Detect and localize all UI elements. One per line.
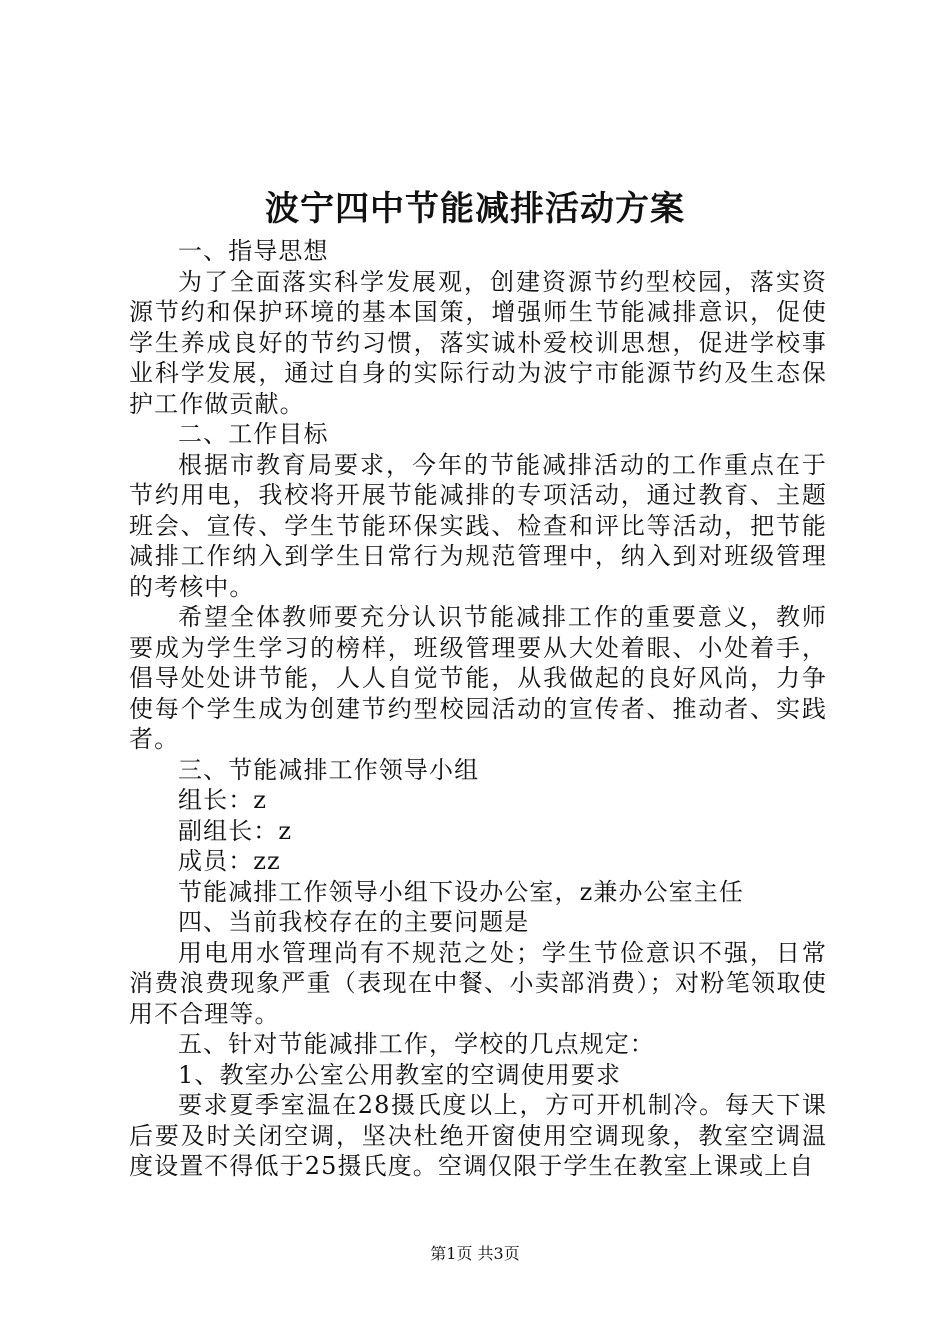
section-heading-work-goals: 二、工作目标 bbox=[178, 420, 329, 448]
group-leader-line: 组长：z bbox=[178, 786, 268, 814]
paragraph: 根据市教育局要求，今年的节能减排活动的工作重点在于节约用电，我校将开展节能减排的专项活动，通过教育、主题班会、宣传、学生节能环保实践、检查和评比等活动，把节能减排工作纳入到学生日常行为规范管理中，纳入到对班级管理的考核中。 bbox=[129, 450, 827, 601]
section-heading-leadership-group: 三、节能减排工作领导小组 bbox=[178, 755, 480, 784]
document-body bbox=[129, 236, 827, 1182]
paragraph: 用电用水管理尚有不规范之处；学生节俭意识不强，日常消费浪费现象严重（表现在中餐、小卖部消费）；对粉笔领取使用不合理等。 bbox=[129, 938, 827, 1028]
section-heading-guiding-thought: 一、指导思想 bbox=[178, 237, 329, 265]
deputy-leader-line: 副组长：z bbox=[178, 816, 293, 845]
paragraph: 为了全面落实科学发展观，创建资源节约型校园，落实资源节约和保护环境的基本国策，增强师生节能减排意识，促使学生养成良好的节约习惯，落实诚朴爱校训思想，促进学校事业科学发展，通过自身的实际行动为波宁市能源节约及生态保护工作做贡献。 bbox=[129, 267, 827, 418]
subsection-heading-air-conditioning: 1、教室办公室公用教室的空调使用要求 bbox=[178, 1060, 622, 1089]
members-line: 成员：zz bbox=[178, 847, 281, 875]
paragraph: 希望全体教师要充分认识节能减排工作的重要意义，教师要成为学生学习的榜样，班级管理要从大处着眼、小处着手，倡导处处讲节能，人人自觉节能，从我做起的良好风尚，力争使每个学生成为创建节约型校园活动的宣传者、推动者、实践者。 bbox=[129, 603, 827, 753]
document-title: 波宁四中节能减排活动方案 bbox=[265, 189, 685, 229]
office-line: 节能减排工作领导小组下设办公室，z兼办公室主任 bbox=[178, 877, 744, 906]
section-heading-regulations: 五、针对节能减排工作，学校的几点规定： bbox=[178, 1030, 655, 1058]
section-heading-main-problems: 四、当前我校存在的主要问题是 bbox=[178, 908, 530, 936]
paragraph: 要求夏季室温在28摄氏度以上，方可开机制冷。每天下课后要及时关闭空调，坚决杜绝开窗使用空调现象，教室空调温度设置不得低于25摄氏度。空调仅限于学生在教室上课或上自 bbox=[129, 1091, 827, 1180]
page-footer: 第1页 共3页 bbox=[430, 1244, 520, 1263]
